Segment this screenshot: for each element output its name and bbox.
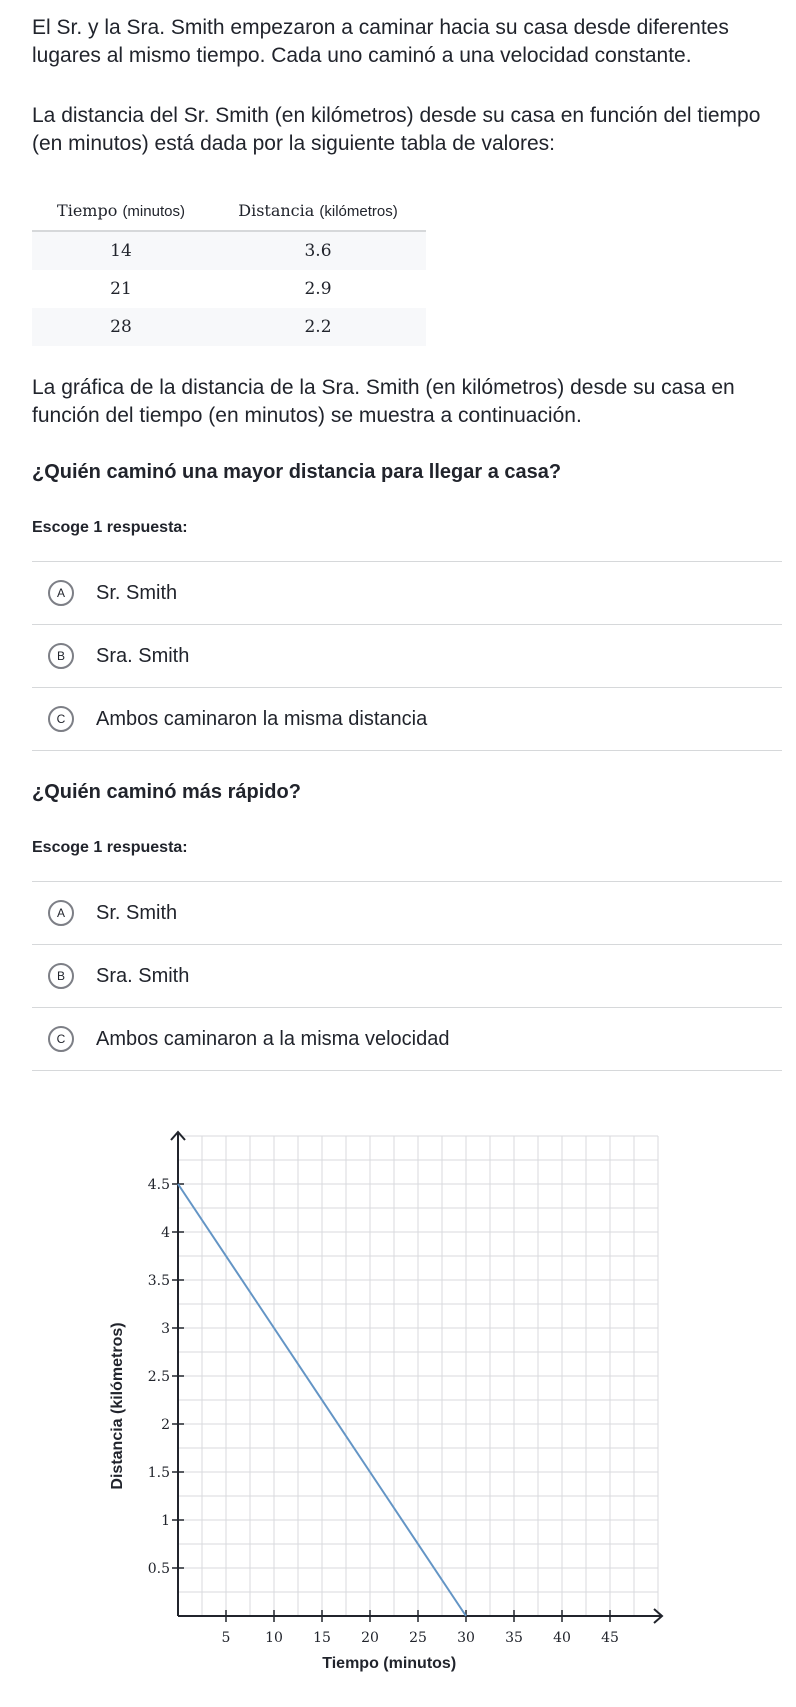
graph-svg <box>32 1080 732 1702</box>
x-tick-label: 5 <box>221 1630 231 1646</box>
x-tick-label: 20 <box>361 1630 379 1646</box>
x-axis-label: Tiempo (minutos) <box>322 1655 457 1672</box>
question-2-prompt: ¿Quién caminó más rápido? <box>32 781 301 803</box>
choice-letter-a: A <box>48 900 74 926</box>
table-cell-distance: 2.2 <box>210 308 426 346</box>
question-1-option-a[interactable] <box>32 562 782 625</box>
choice-label: Sr. Smith <box>96 581 178 604</box>
mr-smith-table <box>32 190 426 346</box>
table-cell-time: 14 <box>32 231 210 270</box>
question-1-options <box>32 561 782 751</box>
x-tick-label: 40 <box>553 1630 571 1646</box>
y-tick-label: 1.5 <box>147 1465 170 1481</box>
choice-label: Ambos caminaron la misma distancia <box>96 707 428 730</box>
table-cell-distance: 3.6 <box>210 231 426 270</box>
y-tick-label: 1 <box>161 1513 170 1529</box>
choice-label: Sra. Smith <box>96 644 190 667</box>
choice-letter-b: B <box>48 643 74 669</box>
mrs-smith-graph <box>32 1080 732 1707</box>
column-header-time-unit: (minutos) <box>122 202 185 220</box>
x-tick-label: 10 <box>265 1630 283 1646</box>
y-tick-label: 4.5 <box>147 1177 170 1193</box>
choice-letter-c: C <box>48 1026 74 1052</box>
y-tick-label: 4 <box>161 1225 170 1241</box>
ticks <box>148 1177 619 1646</box>
x-tick-label: 25 <box>409 1630 427 1646</box>
choice-letter-c: C <box>48 706 74 732</box>
axes <box>171 1132 662 1623</box>
table-cell-time: 28 <box>32 308 210 346</box>
y-tick-label: 2 <box>161 1417 170 1433</box>
x-tick-label: 30 <box>457 1630 475 1646</box>
choice-letter-a: A <box>48 580 74 606</box>
y-tick-label: 3.5 <box>147 1273 170 1289</box>
y-tick-label: 0.5 <box>147 1561 170 1577</box>
question-2-option-b[interactable] <box>32 945 782 1008</box>
column-header-distance-unit: (kilómetros) <box>319 202 398 220</box>
choice-letter-b: B <box>48 963 74 989</box>
table-row <box>32 270 426 308</box>
question-2-options <box>32 881 782 1071</box>
choice-label: Ambos caminaron a la misma velocidad <box>96 1027 450 1050</box>
question-1-option-b[interactable] <box>32 625 782 688</box>
table-cell-time: 21 <box>110 279 132 299</box>
question-2-instruction: Escoge 1 respuesta: <box>32 839 188 856</box>
question-2-option-c[interactable] <box>32 1008 782 1071</box>
question-2-option-a[interactable] <box>32 882 782 945</box>
x-tick-label: 45 <box>601 1630 619 1646</box>
y-axis-label: Distancia (kilómetros) <box>109 1322 126 1490</box>
table-row <box>32 308 426 346</box>
question-1-option-c[interactable] <box>32 688 782 751</box>
question-1-prompt: ¿Quién caminó una mayor distancia para llegar a casa? <box>32 461 562 483</box>
column-header-time-label: Tiempo <box>57 200 118 220</box>
table-cell-distance: 2.9 <box>304 279 332 299</box>
question-1-instruction: Escoge 1 respuesta: <box>32 519 188 536</box>
y-tick-label: 3 <box>161 1321 170 1337</box>
x-tick-label: 15 <box>313 1630 331 1646</box>
column-header-distance <box>210 190 426 231</box>
intro-paragraph: El Sr. y la Sra. Smith empezaron a caminar hacia su casa desde diferentes lugares al mismo tiempo. Cada uno caminó a una velocidad constante. <box>32 16 729 67</box>
choice-label: Sr. Smith <box>96 901 178 924</box>
table-intro-paragraph: La distancia del Sr. Smith (en kilómetros) desde su casa en función del tiempo (en minutos) está dada por la siguiente tabla de valores: <box>32 104 761 155</box>
column-header-distance-label: Distancia <box>238 200 315 220</box>
choice-label: Sra. Smith <box>96 964 190 987</box>
x-tick-label: 35 <box>505 1630 523 1646</box>
graph-intro-paragraph: La gráfica de la distancia de la Sra. Smith (en kilómetros) desde su casa en función del tiempo (en minutos) se muestra a continuación. <box>32 376 735 427</box>
y-tick-label: 2.5 <box>147 1369 170 1385</box>
column-header-time <box>32 190 210 231</box>
table-row <box>32 231 426 270</box>
